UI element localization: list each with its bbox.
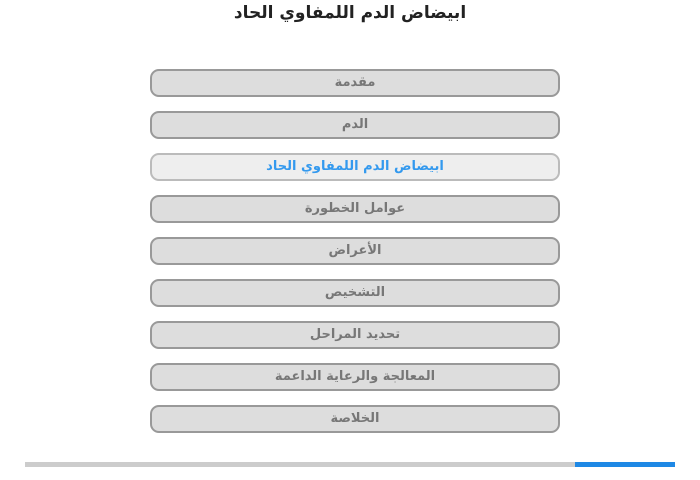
menu-item-summary[interactable]: الخلاصة xyxy=(150,405,560,433)
menu-item-symptoms[interactable]: الأعراض xyxy=(150,237,560,265)
progress-bar xyxy=(25,462,675,467)
chapter-menu xyxy=(150,69,560,447)
menu-item-diagnosis[interactable]: التشخيص xyxy=(150,279,560,307)
page-title: ابيضاض الدم اللمفاوي الحاد xyxy=(233,3,467,23)
progress-bar-fill xyxy=(575,462,675,467)
menu-item-blood[interactable]: الدم xyxy=(150,111,560,139)
menu-item-acute-lymphoblastic-leukemia[interactable]: ابيضاض الدم اللمفاوي الحاد xyxy=(150,153,560,181)
menu-item-risk-factors[interactable]: عوامل الخطورة xyxy=(150,195,560,223)
menu-item-staging[interactable]: تحديد المراحل xyxy=(150,321,560,349)
menu-item-introduction[interactable]: مقدمة xyxy=(150,69,560,97)
menu-item-treatment-supportive-care[interactable]: المعالجة والرعاية الداعمة xyxy=(150,363,560,391)
